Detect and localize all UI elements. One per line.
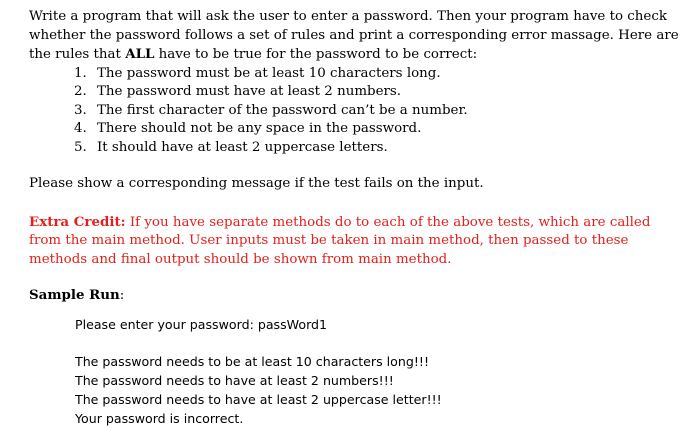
rule-text: The password must have at least 2 numbers.: [97, 84, 402, 100]
extra-credit-text: If you have separate methods do to each of the above tests, which are called from the main method. User inputs must be taken in main method, then passed to these methods and final output should be shown from main method.: [29, 214, 651, 267]
sample-prompt-line: Please enter your password: passWord1: [75, 316, 328, 332]
sample-output-line: The password needs to have at least 2 uppercase letter!!!: [75, 391, 442, 407]
rule-text: The first character of the password can’t be a number.: [97, 102, 468, 118]
rule-number: 3.: [74, 102, 87, 118]
rule-item: [29, 102, 679, 121]
rule-text: There should not be any space in the password.: [97, 121, 422, 137]
rule-number: 2.: [74, 84, 87, 100]
intro-emphasis-all: ALL: [125, 46, 155, 62]
rule-item: [29, 65, 679, 84]
intro-text-part2: have to be true for the password to be correct:: [154, 47, 478, 62]
sample-output-line: The password needs to have at least 2 numbers!!!: [75, 372, 394, 388]
extra-credit-label: Extra Credit:: [29, 213, 126, 230]
rule-item: [29, 83, 679, 102]
rule-number: 4.: [74, 121, 87, 137]
sample-run-heading: [29, 286, 679, 306]
sample-run-colon: :: [119, 288, 125, 304]
rule-number: 1.: [74, 65, 87, 81]
rule-number: 5.: [74, 139, 87, 155]
rule-item: [29, 120, 679, 139]
show-message-paragraph: Please show a corresponding message if the test fails on the input.: [29, 176, 484, 192]
intro-paragraph: [29, 8, 679, 65]
sample-output-block: [29, 352, 679, 428]
rule-text: It should have at least 2 uppercase letters.: [97, 139, 388, 155]
rule-text: The password must be at least 10 characters long.: [97, 65, 441, 81]
sample-output-line: The password needs to be at least 10 characters long!!!: [75, 353, 429, 369]
sample-output-line: Your password is incorrect.: [75, 410, 244, 426]
sample-run-label: Sample Run: [29, 287, 120, 304]
rule-item: [29, 139, 679, 158]
intro-text-part1: Write a program that will ask the user to enter a password. Then your program have to check whether the password follows a set of rules and print a corresponding error massage. Here are the rules that: [29, 9, 679, 62]
rules-list: [29, 65, 679, 158]
extra-credit-paragraph: [29, 213, 679, 270]
document-body: [29, 8, 679, 428]
